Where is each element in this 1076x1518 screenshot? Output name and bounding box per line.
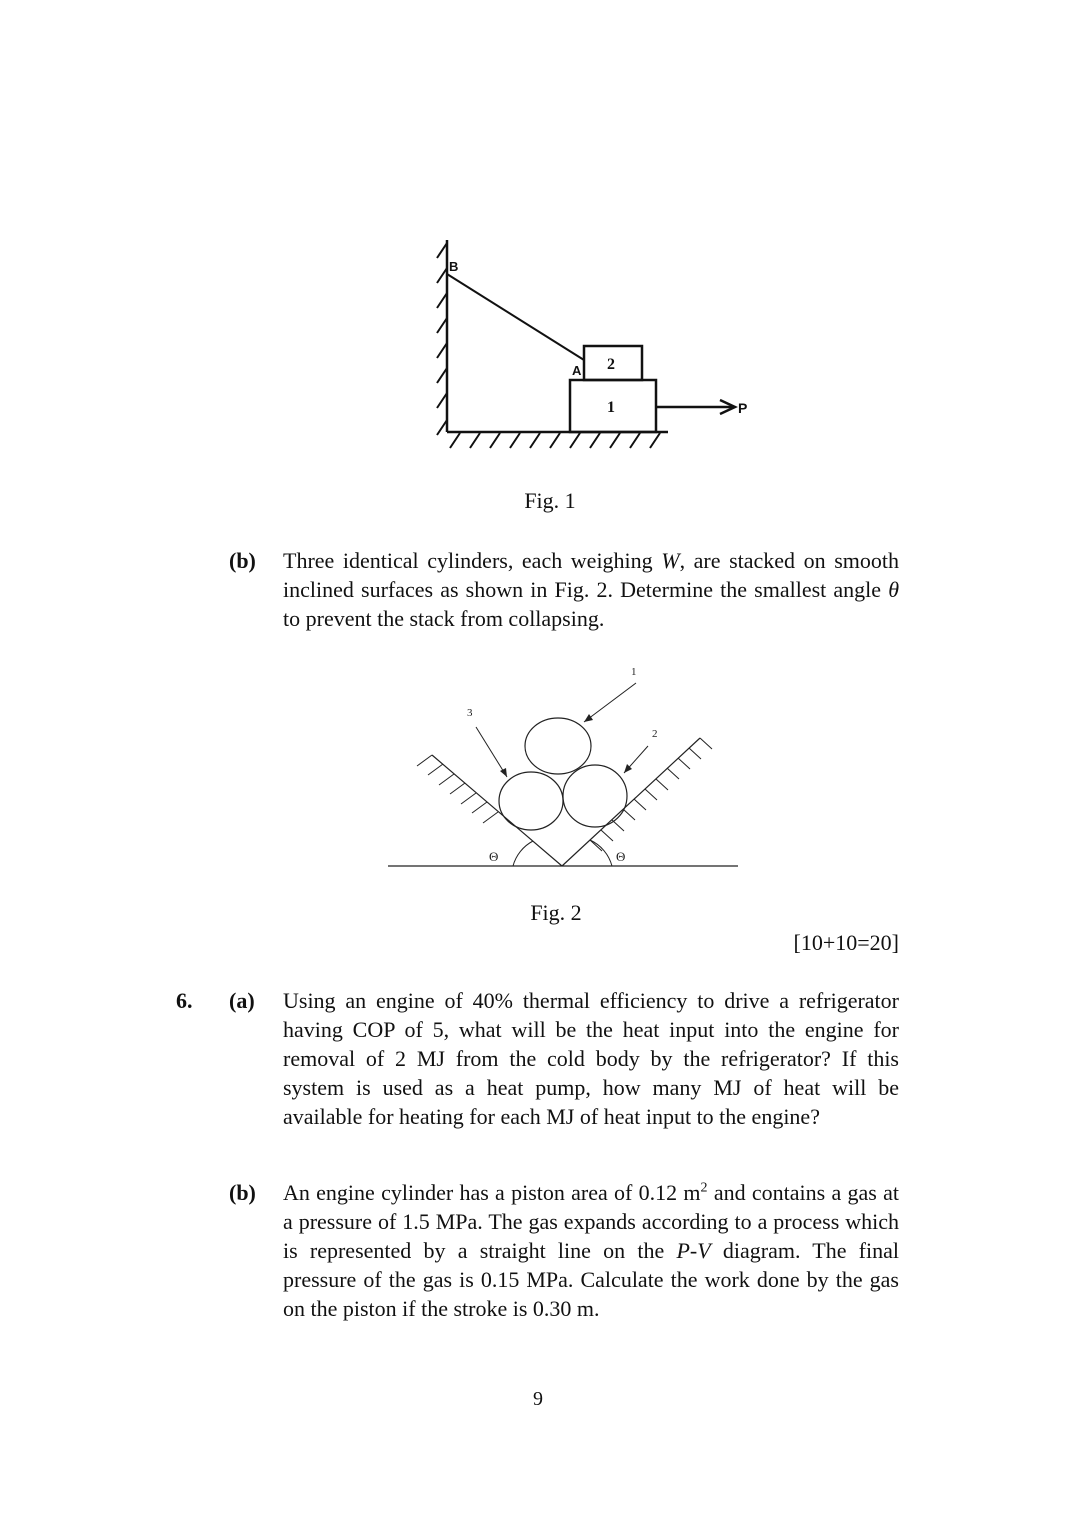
- leader-1: [584, 683, 636, 722]
- label-a: A: [572, 363, 582, 378]
- leader-3: [476, 727, 507, 777]
- leader-3-head: [500, 768, 507, 777]
- left-incline-hatching: [417, 755, 498, 823]
- right-incline: [562, 738, 700, 866]
- force-p-label: P: [738, 400, 748, 416]
- right-incline-hatching: [590, 738, 712, 851]
- block-1-label: 1: [607, 399, 615, 416]
- block-2-label: 2: [607, 356, 615, 373]
- marks-allocation: [10+10=20]: [793, 930, 899, 955]
- q6b-text: An engine cylinder has a piston area of 0.12 $m^2$ and contains a gas at a pressure of 1.5 MPa. The gas expands according to a process which is represented by a straight line on the P-V diagram. The final pressure of the gas is 0.15 MPa. Calculate the work done by the gas on the piston if the stroke is 0.30 m.: [283, 1180, 899, 1321]
- q5b-label: (b): [229, 548, 256, 573]
- q5b-text: Three identical cylinders, each weighing W, are stacked on smooth inclined surfaces as shown in Fig. 2. Determine the smallest angle θ to prevent the stack from collapsing.: [283, 548, 899, 631]
- right-angle-arc: [590, 840, 612, 866]
- left-angle-arc: [513, 841, 533, 866]
- cylinder-2: [563, 765, 627, 827]
- q6-number: 6.: [176, 988, 193, 1013]
- fig2-label-3: 3: [467, 707, 473, 719]
- q6a-text: Using an engine of 40% thermal efficiency to drive a refrigerator having COP of 5, what will be the heat input into the engine for removal of 2 MJ from the cold body by the refrigerator? If this system is used as a heat pump, how many MJ of heat will be available for heating for each MJ of heat input to the engine?: [283, 988, 899, 1129]
- figure-2-caption: Fig. 2: [530, 900, 582, 925]
- leader-1-head: [584, 714, 593, 722]
- page-number: 9: [533, 1388, 543, 1410]
- q6a-label: (a): [229, 988, 255, 1013]
- theta-right: Θ: [616, 849, 626, 864]
- fig2-label-1: 1: [631, 666, 637, 678]
- q6b-label: (b): [229, 1180, 256, 1205]
- theta-left: Θ: [489, 849, 499, 864]
- cylinder-1: [525, 718, 591, 774]
- fig2-label-2: 2: [652, 728, 658, 740]
- figure-1-caption: Fig. 1: [524, 488, 576, 513]
- cylinder-3: [499, 772, 563, 830]
- label-b: B: [449, 259, 459, 274]
